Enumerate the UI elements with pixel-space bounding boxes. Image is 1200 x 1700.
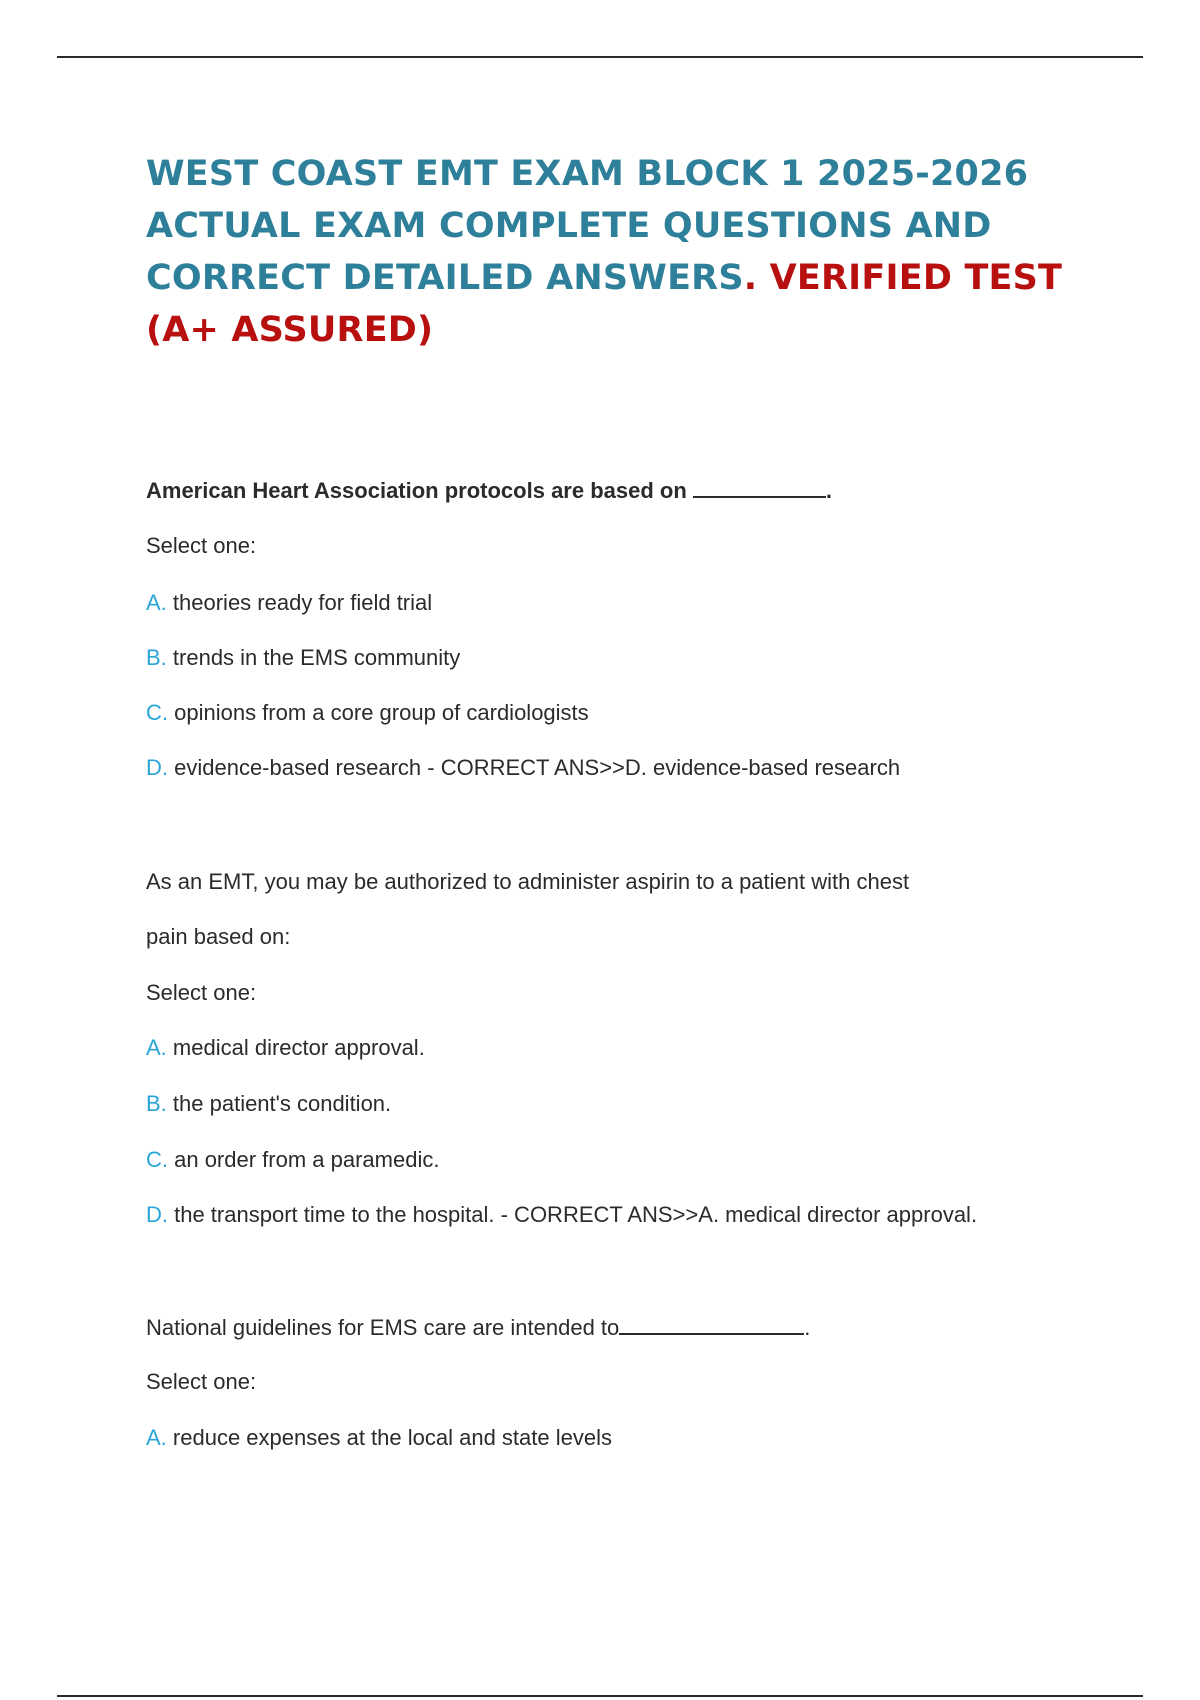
select-one-prompt: Select one: <box>146 980 257 1005</box>
select-one-prompt: Select one: <box>146 533 257 558</box>
option-text: the patient's condition. <box>166 1091 392 1116</box>
option-letter: C. <box>146 700 168 725</box>
option-a <box>146 589 432 617</box>
option-b <box>146 644 460 672</box>
option-letter: D. <box>146 755 168 780</box>
option-text: reduce expenses at the local and state levels <box>166 1425 612 1450</box>
option-d <box>146 1201 977 1229</box>
option-text: opinions from a core group of cardiologists <box>168 700 589 725</box>
question-text-end: . <box>825 478 833 503</box>
question-text-line-2: pain based on: <box>146 924 291 949</box>
option-c <box>146 1146 439 1174</box>
option-letter: B. <box>146 645 167 670</box>
option-letter: C. <box>146 1147 168 1172</box>
document-title <box>146 148 1086 356</box>
option-a <box>146 1424 612 1452</box>
option-text: medical director approval. <box>166 1035 425 1060</box>
title-main: WEST COAST EMT EXAM BLOCK 1 2025-2026 ACTUAL EXAM COMPLETE QUESTIONS AND CORRECT DETAILED ANSWERS <box>146 154 1029 298</box>
option-b <box>146 1090 391 1118</box>
question-text <box>146 1313 810 1342</box>
option-d <box>146 754 900 782</box>
option-letter: A. <box>146 1425 167 1450</box>
question-text-main: American Heart Association protocols are based on <box>146 478 693 503</box>
select-one-prompt: Select one: <box>146 1369 257 1394</box>
question-text-line-1: As an EMT, you may be authorized to administer aspirin to a patient with chest <box>146 869 910 894</box>
option-text: an order from a paramedic. <box>168 1147 440 1172</box>
top-rule <box>57 56 1143 58</box>
title-verified: VERIFIED TEST (A+ ASSURED) <box>146 258 1063 350</box>
answer-blank <box>619 1313 804 1335</box>
option-text: trends in the EMS community <box>166 645 461 670</box>
bottom-rule <box>57 1695 1143 1697</box>
option-text: theories ready for field trial <box>166 590 433 615</box>
option-a <box>146 1034 425 1062</box>
question-text-end: . <box>804 1315 811 1340</box>
question-text <box>146 476 832 505</box>
option-text: the transport time to the hospital. - CORRECT ANS>>A. medical director approval. <box>168 1202 978 1227</box>
answer-blank <box>693 476 826 498</box>
option-letter: D. <box>146 1202 168 1227</box>
option-c <box>146 699 589 727</box>
option-letter: A. <box>146 590 167 615</box>
title-period: . <box>743 258 758 298</box>
option-letter: A. <box>146 1035 167 1060</box>
option-text: evidence-based research - CORRECT ANS>>D. evidence-based research <box>168 755 901 780</box>
question-text-main: National guidelines for EMS care are intended to <box>146 1315 620 1340</box>
option-letter: B. <box>146 1091 167 1116</box>
